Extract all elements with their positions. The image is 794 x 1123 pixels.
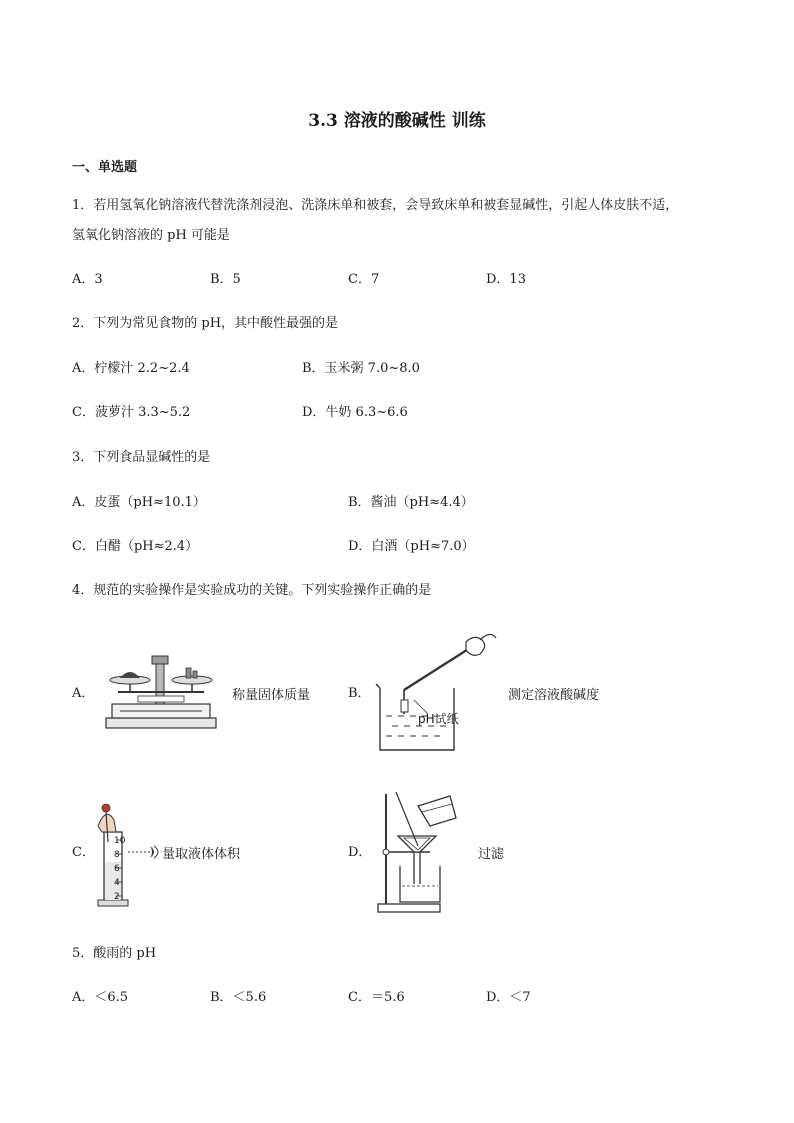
question-2-option-d[interactable]: D．牛奶 6.3~6.6 bbox=[302, 405, 408, 420]
cylinder-tick-8: 8 bbox=[114, 850, 120, 860]
section-heading: 一、单选题 bbox=[72, 160, 138, 175]
filtration-setup-figure bbox=[374, 790, 460, 914]
balance-scale-figure bbox=[100, 652, 222, 734]
question-2-option-b[interactable]: B．玉米粥 7.0~8.0 bbox=[302, 361, 420, 376]
question-5-option-b[interactable]: B．＜5.6 bbox=[210, 990, 267, 1005]
cylinder-tick-2: 2 bbox=[114, 892, 120, 902]
page-title: 3.3 溶液的酸碱性 训练 bbox=[308, 111, 486, 131]
question-1-option-d[interactable]: D．13 bbox=[486, 272, 526, 287]
question-2-stem: 2．下列为常见食物的 pH，其中酸性最强的是 bbox=[72, 316, 339, 331]
question-4-option-d-letter[interactable]: D． bbox=[348, 845, 372, 860]
question-4-option-c-caption: 量取液体体积 bbox=[162, 847, 241, 862]
question-5-option-a[interactable]: A．＜6.5 bbox=[72, 990, 129, 1005]
question-4-option-b-caption: 测定溶液酸碱度 bbox=[508, 688, 600, 703]
question-4-option-c-letter[interactable]: C． bbox=[72, 845, 95, 860]
ph-test-beaker-figure bbox=[374, 630, 504, 754]
cylinder-tick-6: 6 bbox=[114, 864, 120, 874]
question-1-stem-line2: 氢氧化钠溶液的 pH 可能是 bbox=[72, 228, 230, 243]
question-2-option-a[interactable]: A．柠檬汁 2.2~2.4 bbox=[72, 361, 190, 376]
question-5-option-c[interactable]: C．＝5.6 bbox=[348, 990, 405, 1005]
question-3-option-a[interactable]: A．皮蛋（pH≈10.1） bbox=[72, 495, 206, 510]
question-4-option-a-caption: 称量固体质量 bbox=[232, 688, 311, 703]
cylinder-tick-4: 4 bbox=[114, 878, 120, 888]
question-3-option-b[interactable]: B．酱油（pH≈4.4） bbox=[348, 495, 474, 510]
cylinder-tick-10: 10 bbox=[114, 836, 126, 846]
question-3-option-c[interactable]: C．白醋（pH≈2.4） bbox=[72, 539, 199, 554]
question-1-option-b[interactable]: B．5 bbox=[210, 272, 241, 287]
question-1-option-a[interactable]: A．3 bbox=[72, 272, 103, 287]
question-4-option-a-letter[interactable]: A． bbox=[72, 686, 95, 701]
question-2-option-c[interactable]: C．菠萝汁 3.3~5.2 bbox=[72, 405, 191, 420]
question-1-stem-line1: 1．若用氢氧化钠溶液代替洗涤剂浸泡、洗涤床单和被套，会导致床单和被套显碱性，引起人体皮肤不适， bbox=[72, 198, 679, 213]
cylinder-scale bbox=[114, 834, 128, 904]
question-4-option-b-letter[interactable]: B． bbox=[348, 686, 371, 701]
question-4-option-d-caption: 过滤 bbox=[478, 847, 505, 862]
eye-sightline-figure bbox=[128, 842, 164, 862]
question-1-option-c[interactable]: C．7 bbox=[348, 272, 380, 287]
question-5-stem: 5．酸雨的 pH bbox=[72, 946, 157, 961]
question-5-option-d[interactable]: D．＜7 bbox=[486, 990, 531, 1005]
ph-paper-label: pH试纸 bbox=[418, 712, 459, 726]
question-3-option-d[interactable]: D．白酒（pH≈7.0） bbox=[348, 539, 475, 554]
question-4-stem: 4．规范的实验操作是实验成功的关键。下列实验操作正确的是 bbox=[72, 583, 432, 598]
question-3-stem: 3．下列食品显碱性的是 bbox=[72, 450, 211, 465]
